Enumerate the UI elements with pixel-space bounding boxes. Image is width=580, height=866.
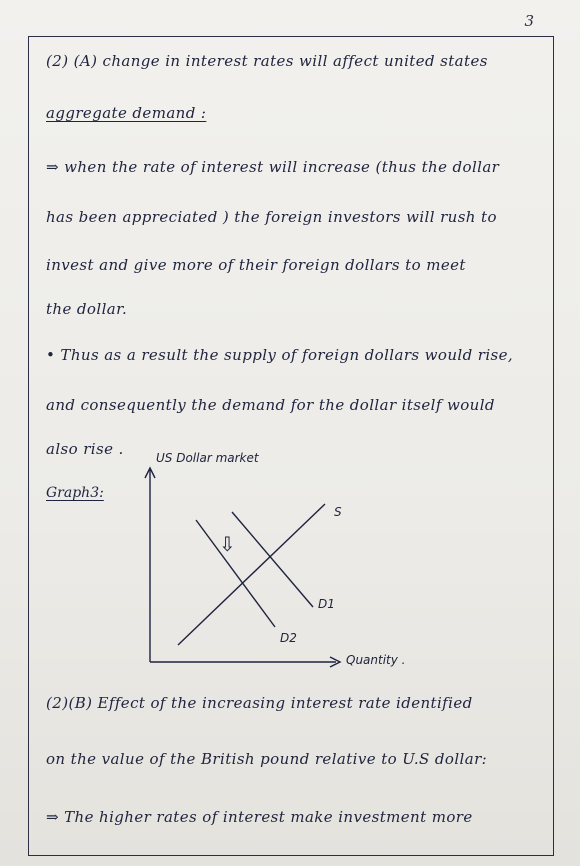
line-4: has been appreciated ) the foreign investors will rush to	[46, 208, 497, 226]
line-question-2b: (2)(B) Effect of the increasing interest rate identified	[46, 694, 473, 712]
graph-title: US Dollar market	[156, 451, 259, 465]
page-number: 3	[524, 12, 534, 30]
supply-label: S	[334, 505, 342, 519]
line-12: ⇒ The higher rates of interest make investment more	[46, 808, 473, 826]
line-5: invest and give more of their foreign dollars to meet	[46, 256, 466, 274]
line-11: on the value of the British pound relative to U.S dollar:	[46, 750, 488, 768]
x-axis-label: Quantity .	[346, 653, 406, 667]
line-8: and consequently the demand for the dollar itself would	[46, 396, 495, 414]
line-3: ⇒ when the rate of interest will increase (thus the dollar	[46, 158, 500, 176]
graph-label: Graph3:	[46, 485, 104, 501]
demand-d1-label: D1	[318, 597, 335, 611]
line-7: • Thus as a result the supply of foreign dollars would rise,	[46, 346, 514, 364]
line-9: also rise .	[46, 440, 124, 458]
line-aggregate-demand: aggregate demand :	[46, 104, 207, 122]
shift-down-arrow-icon: ⇩	[219, 532, 236, 556]
demand-d2-label: D2	[280, 631, 297, 645]
line-6: the dollar.	[46, 300, 128, 318]
line-question-2a: (2) (A) change in interest rates will affect united states	[46, 52, 488, 70]
